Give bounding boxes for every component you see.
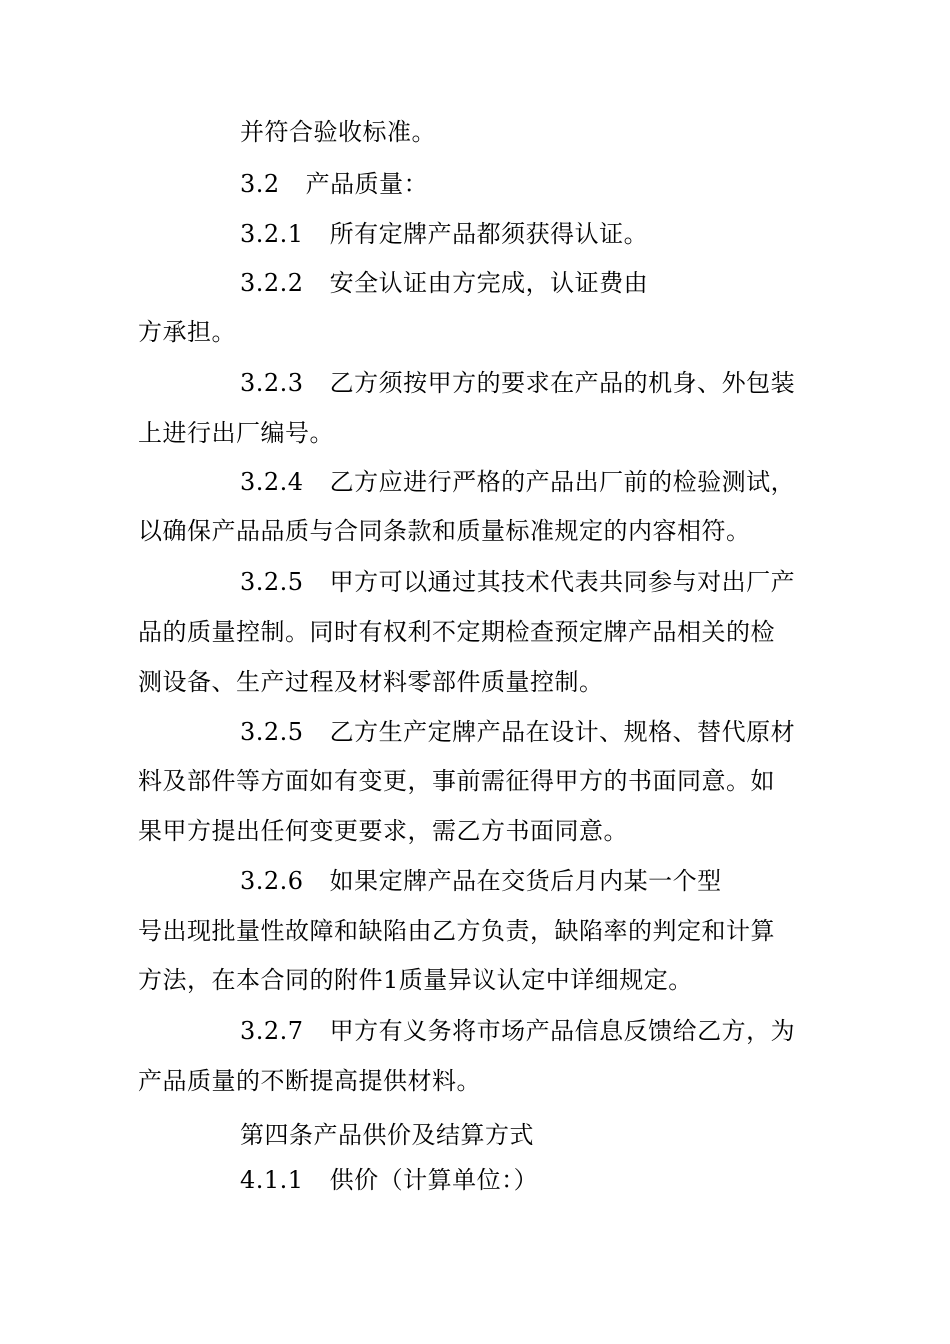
clause-text: 上进行出厂编号。: [138, 419, 334, 447]
clause-line: [240, 219, 648, 249]
clause-line: [240, 1016, 795, 1046]
clause-line: [240, 1165, 538, 1195]
clause-text: 所有定牌产品都须获得认证。: [329, 220, 649, 248]
clause-text: 果甲方提出任何变更要求，需乙方书面同意。: [138, 817, 628, 845]
clause-text: 产品质量：: [305, 170, 429, 198]
article-heading: [240, 1120, 534, 1150]
clause-text: 产品质量的不断提高提供材料。: [138, 1067, 481, 1095]
clause-text: 方法，在本合同的附件1质量异议认定中详细规定。: [138, 966, 693, 994]
clause-number: 3.2.1: [240, 220, 304, 248]
clause-continuation: [138, 418, 334, 448]
clause-text: 品的质量控制。同时有权利不定期检查预定牌产品相关的检: [138, 618, 775, 646]
clause-text: 安全认证由方完成，认证费由: [329, 269, 649, 297]
clause-continuation: [138, 516, 751, 546]
clause-text: 乙方须按甲方的要求在产品的机身、外包装: [329, 369, 796, 397]
clause-text: 方承担。: [138, 318, 236, 346]
clause-text: 如果定牌产品在交货后月内某一个型: [329, 867, 722, 895]
clause-number: 3.2.5: [240, 568, 304, 596]
clause-text: 供价（计算单位：）: [329, 1166, 539, 1194]
clause-number: 3.2.7: [240, 1017, 304, 1045]
clause-line: [240, 467, 795, 497]
clause-number: 4.1.1: [240, 1166, 304, 1194]
clause-text: 乙方应进行严格的产品出厂前的检验测试，: [329, 468, 796, 496]
clause-line: [240, 866, 722, 896]
clause-continuation: [138, 916, 775, 946]
clause-number: 3.2.6: [240, 867, 304, 895]
clause-continuation: [138, 1066, 481, 1096]
clause-line: [240, 717, 795, 747]
clause-number: 3.2.3: [240, 369, 304, 397]
clause-text: 测设备、生产过程及材料零部件质量控制。: [138, 668, 604, 696]
clause-continuation: [138, 965, 693, 995]
section-heading: [240, 169, 428, 199]
clause-text: 以确保产品品质与合同条款和质量标准规定的内容相符。: [138, 517, 751, 545]
clause-text: 号出现批量性故障和缺陷由乙方负责，缺陷率的判定和计算: [138, 917, 775, 945]
clause-continuation: [138, 667, 604, 697]
clause-continuation: [138, 317, 236, 347]
clause-line: [240, 368, 795, 398]
paragraph-line: [240, 117, 436, 147]
clause-text: 甲方有义务将市场产品信息反馈给乙方，为: [329, 1017, 796, 1045]
paragraph-text: 并符合验收标准。: [240, 118, 436, 146]
clause-text: 料及部件等方面如有变更，事前需征得甲方的书面同意。如: [138, 767, 775, 795]
clause-continuation: [138, 766, 775, 796]
clause-continuation: [138, 617, 775, 647]
clause-number: 3.2.2: [240, 269, 304, 297]
clause-text: 乙方生产定牌产品在设计、规格、替代原材: [329, 718, 796, 746]
clause-number: 3.2.5: [240, 718, 304, 746]
article-title: 第四条产品供价及结算方式: [240, 1121, 534, 1149]
clause-number: 3.2.4: [240, 468, 304, 496]
clause-continuation: [138, 816, 628, 846]
clause-line: [240, 268, 648, 298]
clause-text: 甲方可以通过其技术代表共同参与对出厂产: [329, 568, 796, 596]
clause-line: [240, 567, 795, 597]
clause-number: 3.2: [240, 170, 280, 198]
